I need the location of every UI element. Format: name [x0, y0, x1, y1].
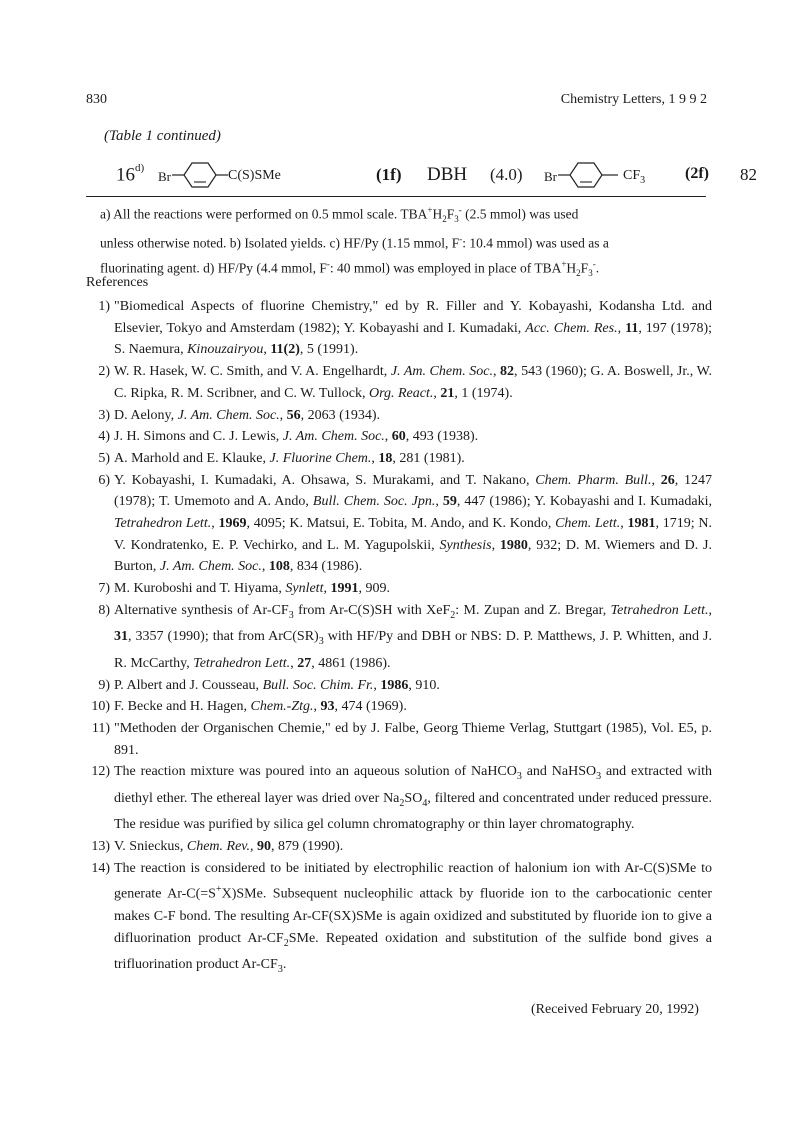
table-footnotes — [100, 200, 712, 283]
table-continued-label: (Table 1 continued) — [104, 128, 221, 144]
substrate-br-label: Br — [158, 169, 171, 184]
product-code: (2f) — [685, 165, 709, 182]
reference-item: 14) The reaction is considered to be initiated by electrophilic reaction of halonium ion with Ar-C(S)SMe to generate Ar-C(=S+X)SMe. Subsequent nucleophilic attack by fluoride ion to the carbocationic center makes C-F bond. The resulting Ar-CF(SX)SMe is again oxidized and substituted by fluoride ion to give a difluorination product $Ar-CF_2SMe$. Repeated oxidation and substitution of the sulfide bond gives a trifluorination product $Ar-CF_3$. — [91, 860, 712, 975]
substrate-group-label: C(S)SMe — [228, 168, 281, 183]
entry-number: 16$^{d)}$ — [116, 162, 145, 186]
reference-item: 8) Alternative synthesis of $Ar-CF_3$ from Ar-C(S)SH with XeF$_2$: M. Zupan and Z. Bregar, Tetrahedron Lett., 31, 3357 (1990); that from $ArC(SR)_3$ with HF/Py and DBH or NBS: D. P. Matthews, J. P. Whitten, and J. R. McCarthy, Tetrahedron Lett., 27, 4861 (1986). — [98, 602, 712, 671]
references-list — [86, 296, 712, 981]
reference-item: 9) P. Albert and J. Cousseau, Bull. Soc. Chim. Fr., 1986, 910. — [98, 677, 440, 693]
reference-item: 3) D. Aelony, J. Am. Chem. Soc., 56, 2063 (1934). — [98, 407, 380, 423]
page-number: 830 — [86, 92, 107, 107]
page-header — [86, 92, 707, 110]
reference-item: 10) F. Becke and H. Hagen, Chem.-Ztg., 93, 474 (1969). — [91, 699, 407, 715]
reagent-label: DBH — [427, 164, 468, 185]
footnote-line: unless otherwise noted. b) Isolated yields. c) HF/Py (1.15 mmol, F-: 10.4 mmol) was used as a — [100, 234, 609, 251]
substrate-code: (1f) — [376, 165, 402, 184]
table-row-16 — [86, 160, 757, 192]
footnote-line: fluorinating agent. d) HF/Py (4.4 mmol, F-: 40 mmol) was employed in place of $TBA^+H_2F_3^-$. — [100, 258, 600, 278]
reference-item: 4) J. H. Simons and C. J. Lewis, J. Am. Chem. Soc., 60, 493 (1938). — [98, 429, 479, 445]
reference-item: 7) M. Kuroboshi and T. Hiyama, Synlett, 1991, 909. — [98, 581, 390, 597]
table-rule — [86, 196, 706, 197]
received-date: (Received February 20, 1992) — [531, 1002, 699, 1017]
reference-item: 12) The reaction mixture was poured into an aqueous solution of NaHCO$_3$ and NaHSO$_3$ and extracted with diethyl ether. The ethereal layer was dried over $Na_2SO_4$, filtered and concentrated under reduced pressure. The residue was purified by silica gel column chromatography or thin layer chromatography. — [91, 764, 713, 833]
reference-item: 6) Y. Kobayashi, I. Kumadaki, A. Ohsawa, S. Murakami, and T. Nakano, Chem. Pharm. Bull., 26, 1247 (1978); T. Umemoto and A. Ando, Bull. Chem. Soc. Jpn., 59, 447 (1986); Y. Kobayashi and I. Kumadaki, Tetrahedron Lett., 1969, 4095; K. Matsui, E. Tobita, M. Ando, and K. Kondo, Chem. Lett., 1981, 1719; N. V. Kondratenko, E. P. Vechirko, and L. M. Yagupolskii, Synthesis, 1980, 932; D. M. Wiemers and D. J. Burton, J. Am. Chem. Soc., 108, 834 (1986). — [98, 472, 713, 575]
product-br-label: Br — [544, 169, 557, 184]
reference-item: 11) "Methoden der Organischen Chemie," ed by J. Falbe, Georg Thieme Verlag, Stuttgart (1985), Vol. E5, p. 891. — [91, 720, 712, 758]
reference-item: 2) W. R. Hasek, W. C. Smith, and V. A. Engelhardt, J. Am. Chem. Soc., 82, 543 (1960); G. A. Boswell, Jr., W. C. Ripka, R. M. Scribner, and C. W. Tullock, Org. React., 21, 1 (1974). — [98, 364, 713, 401]
references-heading: References — [86, 275, 149, 290]
reference-item: 13) V. Snieckus, Chem. Rev., 90, 879 (1990). — [91, 839, 344, 855]
reference-item: 5) A. Marhold and E. Klauke, J. Fluorine Chem., 18, 281 (1981). — [98, 450, 465, 466]
benzene-ring-icon — [558, 160, 620, 190]
footnote-line: a) All the reactions were performed on 0.5 mmol scale. $TBA^+H_2F_3^-$ (2.5 mmol) was used — [100, 205, 579, 225]
journal-name: Chemistry Letters, 1 9 9 2 — [560, 92, 707, 107]
yield-value: 82 — [740, 165, 757, 184]
product-group-label: $CF_3$ — [623, 168, 646, 186]
benzene-ring-icon — [172, 160, 230, 190]
reagent-equiv: (4.0) — [490, 165, 523, 184]
reference-item: 1) "Biomedical Aspects of fluorine Chemistry," ed by R. Filler and Y. Kobayashi, Kodansha Ltd. and Elsevier, Tokyo and Amsterdam (1982); Y. Kobayashi and I. Kumadaki, Acc. Chem. Res., 11, 197 (1978); S. Naemura, Kinouzairyou, 11(2), 5 (1991). — [98, 299, 713, 358]
